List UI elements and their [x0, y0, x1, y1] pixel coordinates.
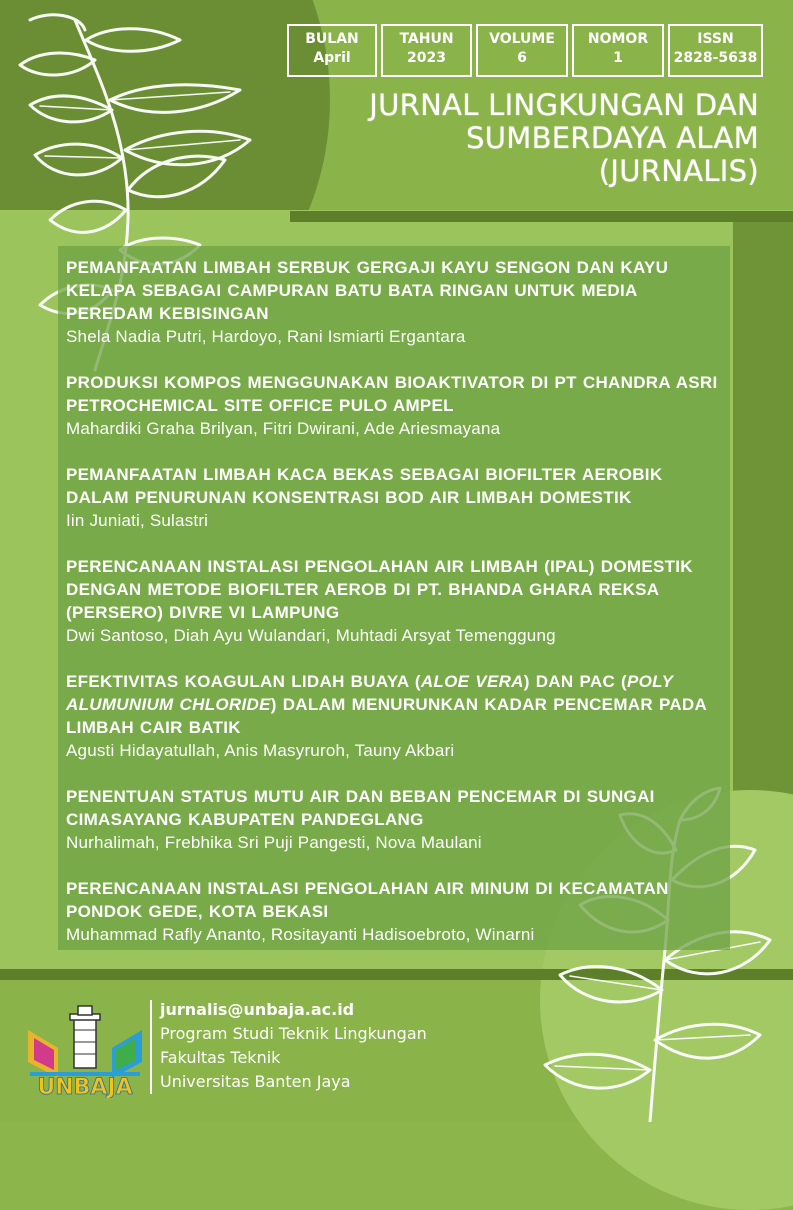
- publisher-info: [160, 998, 427, 1094]
- issue-meta: [287, 24, 763, 77]
- article-entry: [66, 877, 726, 946]
- logo-wordmark: UNBAJA: [37, 1075, 133, 1098]
- article-title-italic: POLY ALUMUNIUM CHLORIDE: [66, 672, 673, 714]
- article-title: PENENTUAN STATUS MUTU AIR DAN BEBAN PENCEMAR DI SUNGAI CIMASAYANG KABUPATEN PANDEGLANG: [66, 787, 655, 829]
- article-title: PERENCANAAN INSTALASI PENGOLAHAN AIR LIMBAH (IPAL) DOMESTIK DENGAN METODE BIOFILTER AEROB DI PT. BHANDA GHARA REKSA (PERSERO) DIVRE VI LAMPUNG: [66, 557, 693, 622]
- article-title-part: ) DAN PAC (: [523, 672, 628, 691]
- article-title: PRODUKSI KOMPOS MENGGUNAKAN BIOAKTIVATOR DI PT CHANDRA ASRI PETROCHEMICAL SITE OFFICE PULO AMPEL: [66, 373, 718, 415]
- article-authors: Agusti Hidayatullah, Anis Masyruroh, Tauny Akbari: [66, 741, 455, 760]
- article-authors: Mahardiki Graha Brilyan, Fitri Dwirani, Ade Ariesmayana: [66, 419, 501, 438]
- article-title-part: ) DALAM MENURUNKAN KADAR PENCEMAR PADA LIMBAH CAIR BATIK: [66, 695, 707, 737]
- meta-volume-value: 6: [517, 50, 527, 66]
- contact-email[interactable]: jurnalis@unbaja.ac.id: [160, 1000, 355, 1019]
- meta-month-label: BULAN: [305, 31, 359, 47]
- article-entry: [66, 256, 726, 348]
- journal-title-line: (JURNALIS): [598, 154, 759, 188]
- meta-month: [287, 24, 377, 77]
- journal-title-line: JURNAL LINGKUNGAN DAN: [369, 88, 759, 122]
- meta-number-value: 1: [613, 50, 623, 66]
- meta-year: [381, 24, 472, 77]
- meta-number: [572, 24, 664, 77]
- article-authors: Muhammad Rafly Ananto, Rositayanti Hadisoebroto, Winarni: [66, 925, 535, 944]
- unbaja-logo: [24, 1000, 146, 1098]
- article-authors: Iin Juniati, Sulastri: [66, 511, 209, 530]
- meta-year-value: 2023: [407, 50, 446, 66]
- university: Universitas Banten Jaya: [160, 1072, 351, 1091]
- article-authors: Shela Nadia Putri, Hardoyo, Rani Ismiarti Ergantara: [66, 327, 466, 346]
- meta-year-label: TAHUN: [399, 31, 454, 47]
- journal-title-line: SUMBERDAYA ALAM: [466, 121, 759, 155]
- article-entry: [66, 463, 726, 532]
- meta-number-label: NOMOR: [587, 31, 649, 47]
- table-of-contents: [58, 246, 730, 950]
- article-title-part: EFEKTIVITAS KOAGULAN LIDAH BUAYA (: [66, 672, 421, 691]
- article-entry: [66, 785, 726, 854]
- article-entry: [66, 371, 726, 440]
- article-title: [66, 670, 726, 739]
- article-title: PEMANFAATAN LIMBAH SERBUK GERGAJI KAYU SENGON DAN KAYU KELAPA SEBAGAI CAMPURAN BATU BATA RINGAN UNTUK MEDIA PEREDAM KEBISINGAN: [66, 258, 669, 323]
- meta-issn: [668, 24, 763, 77]
- article-title: PERENCANAAN INSTALASI PENGOLAHAN AIR MINUM DI KECAMATAN PONDOK GEDE, KOTA BEKASI: [66, 879, 669, 921]
- meta-volume-label: VOLUME: [489, 31, 555, 47]
- article-title: PEMANFAATAN LIMBAH KACA BEKAS SEBAGAI BIOFILTER AEROBIK DALAM PENURUNAN KONSENTRASI BOD AIR LIMBAH DOMESTIK: [66, 465, 663, 507]
- article-entry: [66, 555, 726, 647]
- article-authors: Dwi Santoso, Diah Ayu Wulandari, Muhtadi Arsyat Temenggung: [66, 626, 556, 645]
- meta-month-value: April: [313, 50, 351, 66]
- journal-title: [299, 89, 759, 188]
- article-entry: [66, 670, 726, 762]
- article-title-italic: ALOE VERA: [420, 672, 524, 691]
- study-program: Program Studi Teknik Lingkungan: [160, 1024, 427, 1043]
- faculty: Fakultas Teknik: [160, 1048, 281, 1067]
- divider-stripe-top: [290, 211, 793, 222]
- article-authors: Nurhalimah, Frebhika Sri Puji Pangesti, Nova Maulani: [66, 833, 482, 852]
- footer-divider: [150, 1000, 152, 1094]
- divider-stripe-bottom: [0, 969, 793, 980]
- meta-volume: [476, 24, 568, 77]
- meta-issn-value: 2828-5638: [673, 50, 758, 66]
- meta-issn-label: ISSN: [697, 31, 734, 47]
